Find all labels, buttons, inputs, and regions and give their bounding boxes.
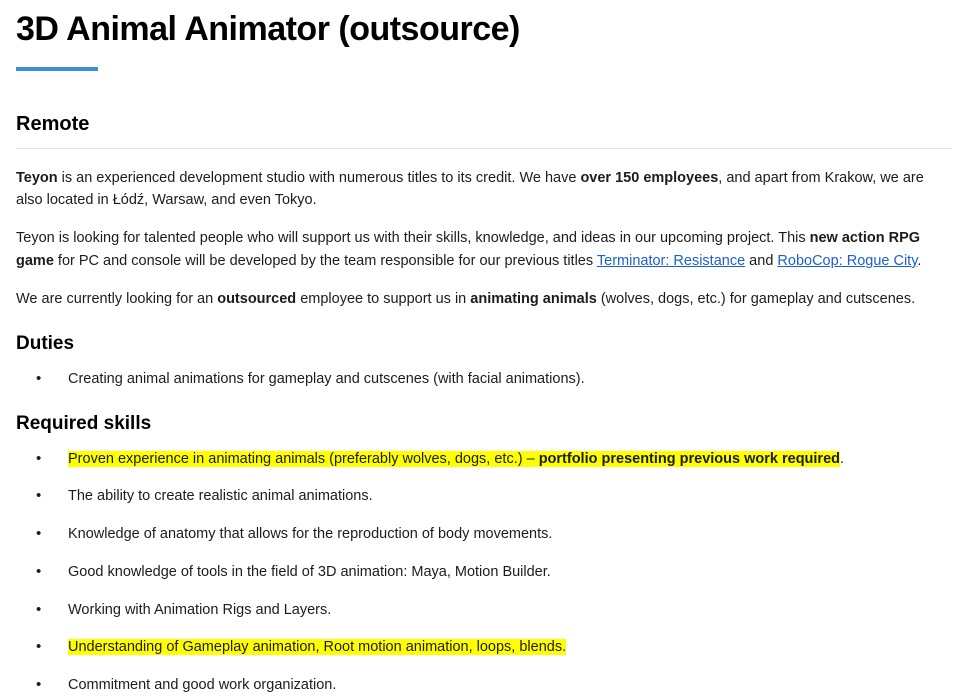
link-terminator-resistance[interactable]: Terminator: Resistance [596,252,746,269]
intro-p2-text-d: . [917,252,922,269]
intro-p2-text-b: for PC and console will be developed by the team responsible for our previous titles [53,252,597,269]
skill-highlight [68,639,566,655]
page-title: 3D Animal Animator (outsource) [16,10,520,48]
intro-paragraph-2 [16,227,952,272]
intro-p2-text-c: and [745,252,778,269]
intro-paragraph-1 [16,167,952,212]
duties-list [16,369,952,391]
divider [16,148,952,149]
list-item [16,449,952,471]
intro-p3-text-c: (wolves, dogs, etc.) for gameplay and cutscenes. [596,291,916,308]
duty-text: Creating animal animations for gameplay and cutscenes (with facial animations). [68,370,585,387]
skill-text: The ability to create realistic animal animations. [68,488,373,505]
section-title-duties: Duties [16,332,75,354]
skill-text: Knowledge of anatomy that allows for the reproduction of body movements. [68,526,553,543]
company-name: Teyon [16,169,58,186]
skill-text: Commitment and good work organization. [68,677,337,694]
list-item [16,637,952,659]
list-item [16,369,952,391]
role-focus: animating animals [470,291,597,308]
skill-highlight [68,451,840,467]
link-robocop-rogue-city[interactable]: RoboCop: Rogue City [777,252,918,269]
skill-text: Understanding of Gameplay animation, Root motion animation, loops, blends. [68,639,567,656]
intro-paragraph-3 [16,288,952,310]
skill-text-tail: . [840,450,845,467]
list-item [16,600,952,622]
list-item [16,562,952,584]
intro-p3-text-a: We are currently looking for an [16,291,218,308]
intro-p1-text-a: is an experienced development studio with numerous titles to its credit. We have [57,169,581,186]
intro-p1-text-b: , and apart from Krakow, we are also located in Łódź, Warsaw, and even Tokyo. [16,169,924,208]
list-item [16,524,952,546]
intro-p3-text-b: employee to support us in [296,291,471,308]
skill-text: Proven experience in animating animals (preferably wolves, dogs, etc.) – [68,450,539,467]
skill-text-bold: portfolio presenting previous work required [538,450,841,467]
intro-p2-text-a: Teyon is looking for talented people who will support us with their skills, knowledge, and ideas in our upcoming project. This [16,230,810,247]
required-skills-list [16,449,952,697]
title-underline-rule [16,67,98,71]
section-title-required-skills: Required skills [16,412,152,434]
skill-text: Working with Animation Rigs and Layers. [68,601,332,618]
job-location: Remote [16,112,90,135]
list-item [16,675,952,697]
skill-text: Good knowledge of tools in the field of 3D animation: Maya, Motion Builder. [68,563,551,580]
employee-count: over 150 employees [580,169,719,186]
project-type: new action RPG game [16,230,921,269]
employment-type: outsourced [217,291,297,308]
list-item [16,486,952,508]
